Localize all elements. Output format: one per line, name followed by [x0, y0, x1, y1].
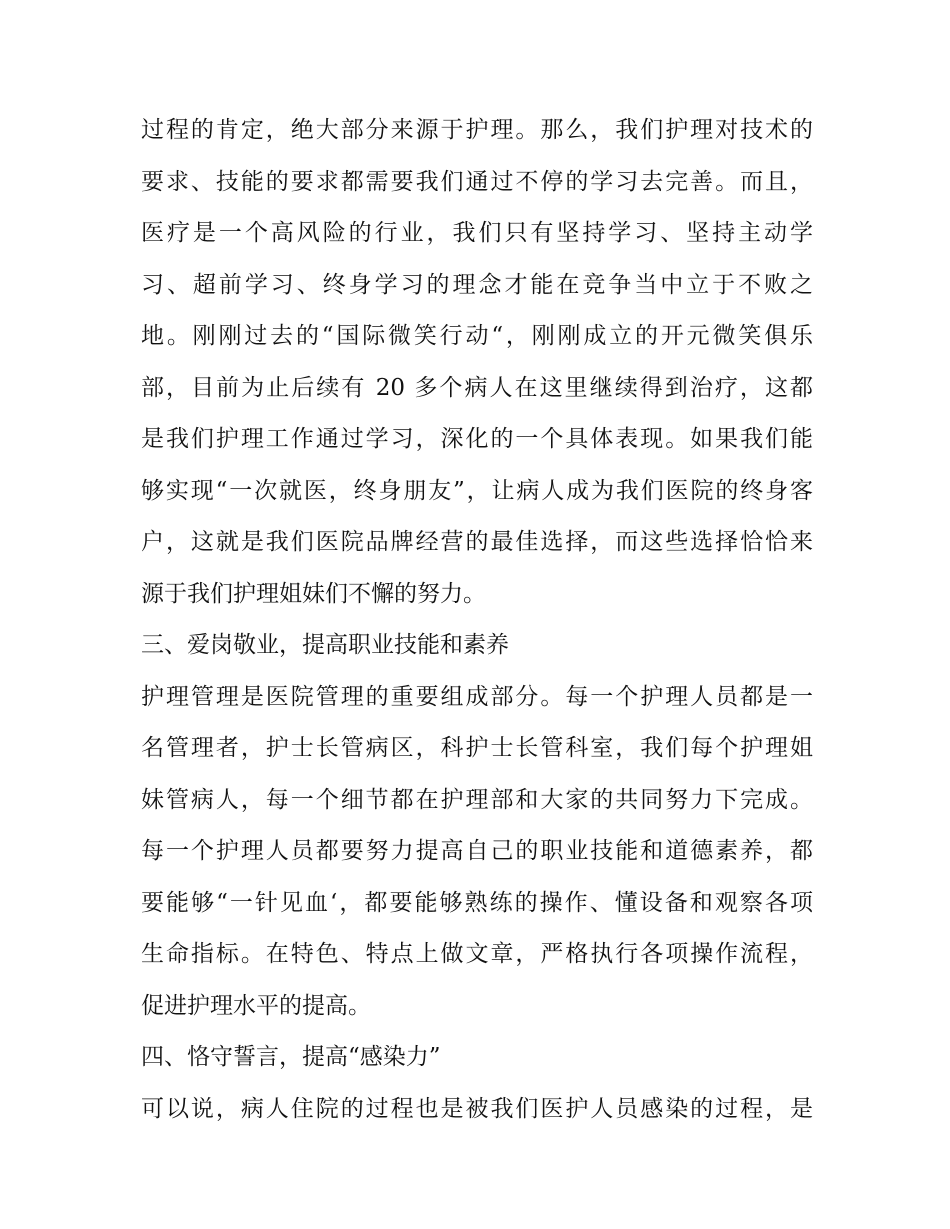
paragraph-line: 地。刚刚过去的“国际微笑行动“，刚刚成立的开元微笑俱乐 [141, 323, 813, 349]
paragraph-line: 生命指标。在特色、特点上做文章，严格执行各项操作流程， [141, 941, 813, 967]
section-heading-4: 四、恪守誓言，提高“感染力” [141, 1044, 441, 1070]
paragraph-line: 可以说，病人住院的过程也是被我们医护人员感染的过程，是 [141, 1095, 813, 1122]
paragraph-line-last: 促进护理水平的提高。 [141, 992, 371, 1019]
paragraph-line: 妹管病人，每一个细节都在护理部和大家的共同努力下完成。 [141, 786, 813, 813]
paragraph-line: 是我们护理工作通过学习，深化的一个具体表现。如果我们能 [141, 426, 813, 452]
paragraph-line: 习、超前学习、终身学习的理念才能在竞争当中立于不败之 [141, 271, 813, 298]
paragraph-line: 过程的肯定，绝大部分来源于护理。那么，我们护理对技术的 [141, 117, 813, 143]
paragraph-line: 要能够“一针见血‘，都要能够熟练的操作、懂设备和观察各项 [141, 889, 813, 916]
paragraph-line: 户，这就是我们医院品牌经营的最佳选择，而这些选择恰恰来 [141, 529, 813, 555]
paragraph-line: 每一个护理人员都要努力提高自己的职业技能和道德素养，都 [141, 838, 813, 864]
paragraph-line: 够实现“一次就医，终身朋友”，让病人成为我们医院的终身客 [141, 477, 813, 504]
paragraph-line: 要求、技能的要求都需要我们通过不停的学习去完善。而且， [141, 168, 813, 195]
section-heading-3: 三、爱岗敬业，提高职业技能和素养 [141, 632, 509, 658]
paragraph-line: 医疗是一个高风险的行业，我们只有坚持学习、坚持主动学 [141, 220, 813, 246]
paragraph-line: 部，目前为止后续有 20 多个病人在这里继续得到治疗，这都 [141, 374, 813, 401]
paragraph-line-last: 源于我们护理姐妹们不懈的努力。 [141, 580, 486, 607]
document-body [141, 105, 813, 1135]
paragraph-line: 护理管理是医院管理的重要组成部分。每一个护理人员都是一 [141, 683, 813, 710]
paragraph-line: 名管理者，护士长管病区，科护士长管科室，我们每个护理姐 [141, 735, 813, 761]
